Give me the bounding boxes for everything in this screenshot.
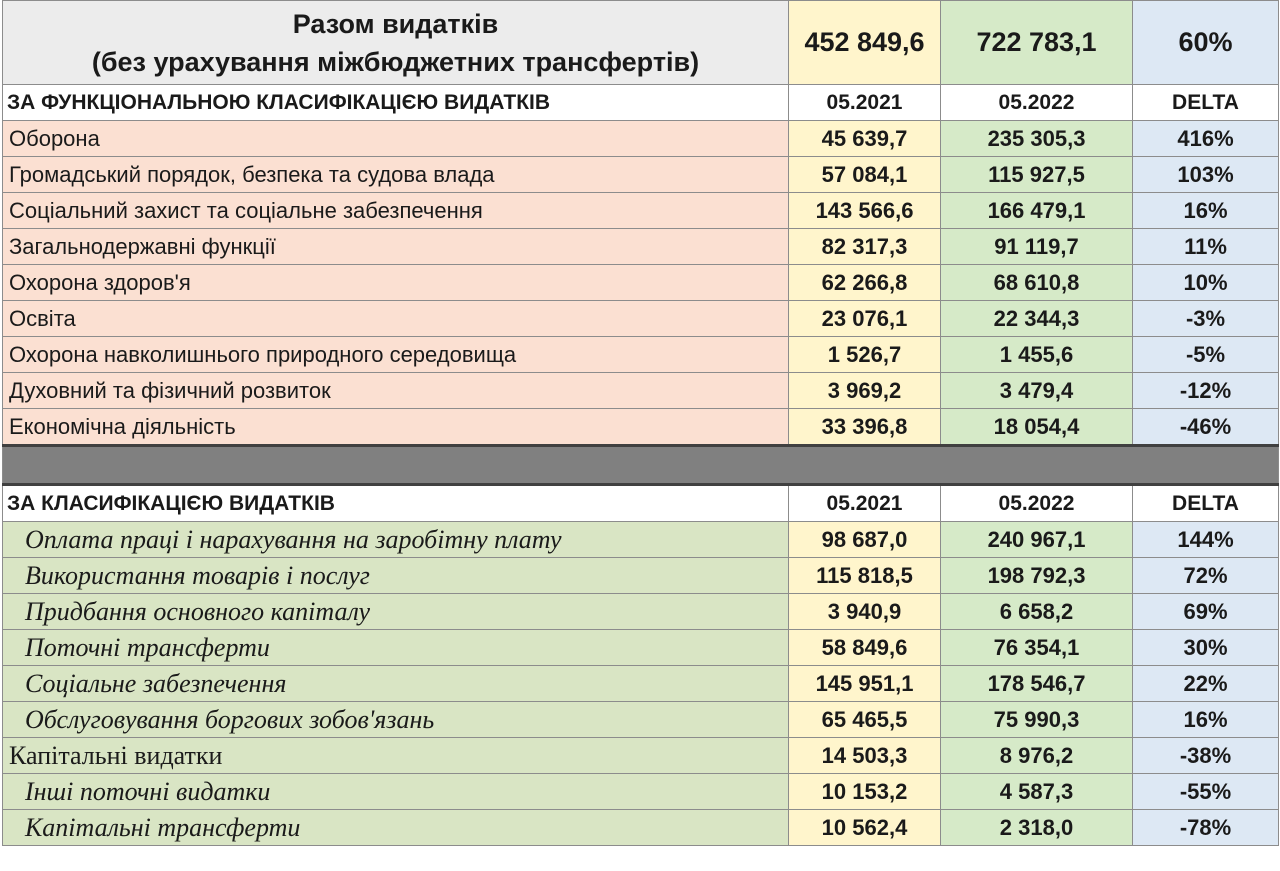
row-value-2021: 57 084,1 (789, 157, 941, 193)
row-value-2021: 10 153,2 (789, 774, 941, 810)
table-row (3, 193, 1279, 229)
expenditure-table (2, 0, 1279, 846)
row-value-2021: 58 849,6 (789, 630, 941, 666)
row-label: Капітальні трансферти (3, 810, 789, 846)
functional-header-delta: DELTA (1133, 85, 1279, 121)
row-value-2022: 68 610,8 (941, 265, 1133, 301)
row-label: Поточні трансферти (3, 630, 789, 666)
row-label: Загальнодержавні функції (3, 229, 789, 265)
economic-header-2022: 05.2022 (941, 485, 1133, 522)
table-row (3, 409, 1279, 446)
row-value-2021: 33 396,8 (789, 409, 941, 446)
row-value-2021: 143 566,6 (789, 193, 941, 229)
total-row (3, 1, 1279, 85)
functional-header-2022: 05.2022 (941, 85, 1133, 121)
row-value-2021: 82 317,3 (789, 229, 941, 265)
table-row (3, 594, 1279, 630)
row-value-2022: 2 318,0 (941, 810, 1133, 846)
total-title (3, 1, 789, 85)
row-value-2021: 45 639,7 (789, 121, 941, 157)
row-value-2022: 3 479,4 (941, 373, 1133, 409)
row-delta: 11% (1133, 229, 1279, 265)
row-value-2022: 178 546,7 (941, 666, 1133, 702)
table-row (3, 666, 1279, 702)
row-label: Капітальні видатки (3, 738, 789, 774)
table-row (3, 301, 1279, 337)
table-row (3, 522, 1279, 558)
row-value-2022: 4 587,3 (941, 774, 1133, 810)
row-value-2022: 8 976,2 (941, 738, 1133, 774)
table-row (3, 738, 1279, 774)
row-label: Освіта (3, 301, 789, 337)
row-delta: 16% (1133, 702, 1279, 738)
functional-header-label: ЗА ФУНКЦІОНАЛЬНОЮ КЛАСИФІКАЦІЄЮ ВИДАТКІВ (3, 85, 789, 121)
row-delta: 10% (1133, 265, 1279, 301)
row-value-2021: 23 076,1 (789, 301, 941, 337)
row-value-2021: 1 526,7 (789, 337, 941, 373)
economic-header-2021: 05.2021 (789, 485, 941, 522)
row-value-2021: 115 818,5 (789, 558, 941, 594)
functional-rows (3, 121, 1279, 446)
row-label: Громадський порядок, безпека та судова влада (3, 157, 789, 193)
row-delta: -12% (1133, 373, 1279, 409)
row-delta: 144% (1133, 522, 1279, 558)
row-delta: 22% (1133, 666, 1279, 702)
row-delta: 72% (1133, 558, 1279, 594)
row-value-2022: 235 305,3 (941, 121, 1133, 157)
row-label: Соціальне забезпечення (3, 666, 789, 702)
total-title-line2: (без урахування міжбюджетних трансфертів) (91, 46, 700, 77)
table-row (3, 630, 1279, 666)
total-title-line1: Разом видатків (292, 8, 499, 39)
row-value-2022: 198 792,3 (941, 558, 1133, 594)
table-row (3, 265, 1279, 301)
row-value-2022: 22 344,3 (941, 301, 1133, 337)
row-value-2021: 3 969,2 (789, 373, 941, 409)
row-delta: -46% (1133, 409, 1279, 446)
economic-rows (3, 522, 1279, 846)
row-value-2021: 65 465,5 (789, 702, 941, 738)
functional-header-row (3, 85, 1279, 121)
total-delta: 60% (1133, 1, 1279, 85)
table-row (3, 774, 1279, 810)
row-label: Оплата праці і нарахування на заробітну плату (3, 522, 789, 558)
row-value-2021: 145 951,1 (789, 666, 941, 702)
row-value-2022: 6 658,2 (941, 594, 1133, 630)
row-label: Інші поточні видатки (3, 774, 789, 810)
row-value-2022: 115 927,5 (941, 157, 1133, 193)
row-label: Охорона здоров'я (3, 265, 789, 301)
row-delta: 16% (1133, 193, 1279, 229)
row-label: Придбання основного капіталу (3, 594, 789, 630)
row-value-2022: 91 119,7 (941, 229, 1133, 265)
row-delta: 416% (1133, 121, 1279, 157)
row-value-2022: 18 054,4 (941, 409, 1133, 446)
section-separator (3, 446, 1279, 485)
row-delta: 30% (1133, 630, 1279, 666)
row-delta: -55% (1133, 774, 1279, 810)
row-delta: 103% (1133, 157, 1279, 193)
row-value-2021: 10 562,4 (789, 810, 941, 846)
row-value-2022: 1 455,6 (941, 337, 1133, 373)
total-2021: 452 849,6 (789, 1, 941, 85)
table-row (3, 373, 1279, 409)
row-value-2021: 3 940,9 (789, 594, 941, 630)
row-value-2021: 14 503,3 (789, 738, 941, 774)
total-2022: 722 783,1 (941, 1, 1133, 85)
separator-cell (3, 446, 1279, 485)
row-value-2022: 76 354,1 (941, 630, 1133, 666)
row-delta: 69% (1133, 594, 1279, 630)
table-row (3, 810, 1279, 846)
economic-header-row (3, 485, 1279, 522)
row-label: Використання товарів і послуг (3, 558, 789, 594)
economic-header-label: ЗА КЛАСИФІКАЦІЄЮ ВИДАТКІВ (3, 485, 789, 522)
row-value-2022: 240 967,1 (941, 522, 1133, 558)
row-value-2022: 75 990,3 (941, 702, 1133, 738)
table-row (3, 702, 1279, 738)
row-delta: -3% (1133, 301, 1279, 337)
table-row (3, 157, 1279, 193)
economic-header-delta: DELTA (1133, 485, 1279, 522)
row-delta: -5% (1133, 337, 1279, 373)
row-label: Економічна діяльність (3, 409, 789, 446)
row-label: Охорона навколишнього природного середовища (3, 337, 789, 373)
row-delta: -38% (1133, 738, 1279, 774)
functional-header-2021: 05.2021 (789, 85, 941, 121)
table-row (3, 337, 1279, 373)
row-value-2022: 166 479,1 (941, 193, 1133, 229)
row-label: Духовний та фізичний розвиток (3, 373, 789, 409)
row-label: Обслуговування боргових зобов'язань (3, 702, 789, 738)
table-row (3, 558, 1279, 594)
row-label: Оборона (3, 121, 789, 157)
row-label: Соціальний захист та соціальне забезпечення (3, 193, 789, 229)
table-row (3, 229, 1279, 265)
table-row (3, 121, 1279, 157)
row-value-2021: 62 266,8 (789, 265, 941, 301)
row-value-2021: 98 687,0 (789, 522, 941, 558)
row-delta: -78% (1133, 810, 1279, 846)
